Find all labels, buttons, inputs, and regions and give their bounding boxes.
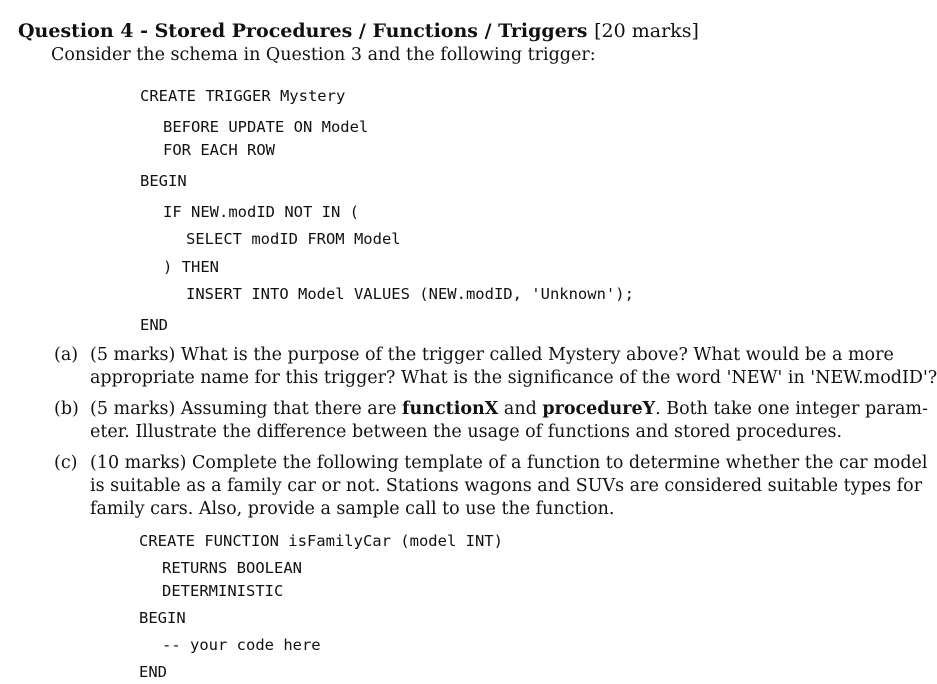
part-label: (a) <box>54 345 79 365</box>
code-line: IF NEW.modID NOT IN ( <box>163 203 359 221</box>
code-line: CREATE FUNCTION isFamilyCar (model INT) <box>139 532 503 550</box>
question-intro: Consider the schema in Question 3 and the following trigger: <box>51 45 596 65</box>
code-line: ) THEN <box>163 258 219 276</box>
part-text-line: family cars. Also, provide a sample call to use the function. <box>90 499 615 519</box>
code-line: FOR EACH ROW <box>163 141 275 159</box>
text-segment: . Both take one integer param- <box>655 399 928 419</box>
part-label: (b) <box>54 399 79 419</box>
question-title: Question 4 - Stored Procedures / Functions / Triggers <box>18 20 588 42</box>
code-line: INSERT INTO Model VALUES (NEW.modID, 'Unknown'); <box>186 285 634 303</box>
function-name: functionX <box>401 399 499 419</box>
code-comment: -- your code here <box>162 636 321 654</box>
code-line: BEGIN <box>139 609 186 627</box>
code-line: BEFORE UPDATE ON Model <box>163 118 369 136</box>
code-line: DETERMINISTIC <box>162 582 284 600</box>
part-b <box>54 398 928 446</box>
part-a <box>54 344 937 392</box>
code-line: SELECT modID FROM Model <box>186 230 401 248</box>
part-c <box>54 452 928 522</box>
part-text-line: is suitable as a family car or not. Stations wagons and SUVs are considered suitable types for <box>90 476 923 496</box>
question-marks: [20 marks] <box>594 20 699 42</box>
code-line: END <box>139 663 167 681</box>
code-line: END <box>140 316 168 334</box>
code-line: CREATE TRIGGER Mystery <box>140 87 346 105</box>
part-label: (c) <box>54 453 78 473</box>
code-line: BEGIN <box>140 172 187 190</box>
text-segment: (5 marks) Assuming that there are <box>90 399 402 419</box>
part-text-line: appropriate name for this trigger? What is the significance of the word 'NEW' in 'NEW.modID'? <box>90 368 937 388</box>
code-line: RETURNS BOOLEAN <box>162 559 302 577</box>
part-text-line <box>90 398 928 421</box>
text-segment: and <box>498 399 543 419</box>
part-text-line: (10 marks) Complete the following template of a function to determine whether the car model <box>90 453 928 473</box>
part-text-line: (5 marks) What is the purpose of the trigger called Mystery above? What would be a more <box>90 345 894 365</box>
part-text-line: eter. Illustrate the difference between the usage of functions and stored procedures. <box>90 422 843 442</box>
procedure-name: procedureY <box>542 399 656 419</box>
question-heading <box>18 20 699 42</box>
